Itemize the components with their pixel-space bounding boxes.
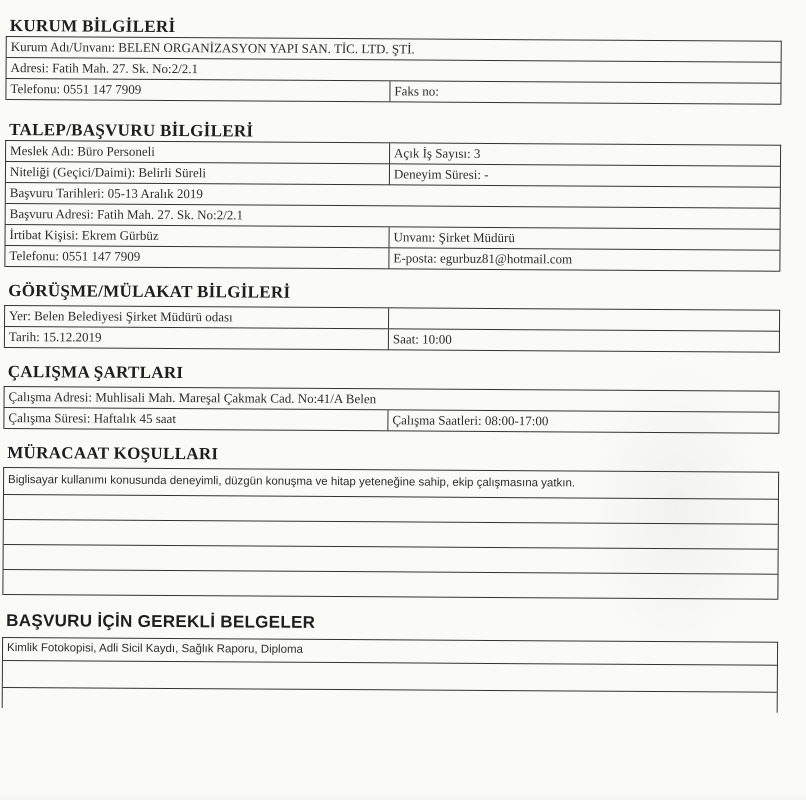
irtibat-kisisi: İrtibat Kişisi: Ekrem Gürbüz (6, 225, 390, 247)
blank-cell (3, 688, 777, 713)
belgeler-table (2, 637, 778, 713)
kurum-address: Adresi: Fatih Mah. 27. Sk. No:2/2.1 (10, 60, 199, 77)
kurum-table (5, 36, 781, 105)
unvani: Unvanı: Şirket Müdürü (393, 229, 515, 246)
blank-cell (4, 520, 778, 549)
basvuru-adresi: Başvuru Adresi: Fatih Mah. 27. Sk. No:2/2.1 (9, 206, 244, 223)
kurum-phone: Telefonu: 0551 147 7909 (6, 79, 390, 101)
gorusme-yer: Yer: Belen Belediyesi Şirket Müdürü odası (5, 306, 389, 328)
gorusme-table (4, 305, 780, 353)
gorusme-saat: Saat: 10:00 (392, 331, 452, 347)
section-title-talep: TALEP/BAŞVURU BİLGİLERİ (9, 120, 254, 141)
deneyim-suresi: Deneyim Süresi: - (393, 166, 489, 182)
blank-cell (4, 495, 778, 524)
calisma-table (3, 386, 779, 434)
table-row (3, 688, 777, 713)
meslek-adi: Meslek Adı: Büro Personeli (6, 141, 390, 163)
talep-eposta: E-posta: egurbuz81@hotmail.com (393, 250, 573, 267)
muracaat-text: Biglisayar kullanımı konusunda deneyimli, düzgün konuşma ve hitap yeteneğine sahip, ekip çalışmasına yatkın. (8, 474, 576, 490)
belgeler-text: Kimlik Fotokopisi, Adli Sicil Kaydı, Sağlık Raporu, Diploma (7, 642, 304, 656)
section-title-belgeler: BAŞVURU İÇİN GEREKLİ BELGELER (6, 611, 316, 632)
form-sheet (1, 0, 782, 800)
section-title-calisma: ÇALIŞMA ŞARTLARI (7, 362, 184, 383)
niteligi: Niteliği (Geçici/Daimi): Belirli Süreli (6, 162, 390, 184)
gorusme-yer-blank (389, 308, 779, 330)
calisma-suresi: Çalışma Süresi: Haftalık 45 saat (4, 408, 388, 430)
section-title-kurum: KURUM BİLGİLERİ (9, 16, 176, 37)
talep-table (4, 140, 781, 272)
calisma-saatleri: Çalışma Saatleri: 08:00-17:00 (392, 412, 549, 429)
kurum-name: Kurum Adı/Unvanı: BELEN ORGANİZASYON YAPI SAN. TİC. LTD. ŞTİ. (10, 39, 415, 57)
blank-cell (4, 545, 778, 574)
acik-is-sayisi: Açık İş Sayısı: 3 (394, 145, 481, 161)
talep-telefon: Telefonu: 0551 147 7909 (5, 246, 389, 268)
basvuru-tarihleri: Başvuru Tarihleri: 05-13 Aralık 2019 (9, 185, 203, 202)
blank-cell (3, 661, 777, 692)
calisma-adresi: Çalışma Adresi: Muhlisali Mah. Mareşal Çakmak Cad. No:41/A Belen (8, 389, 377, 407)
gorusme-tarih: Tarih: 15.12.2019 (5, 327, 389, 349)
section-title-gorusme: GÖRÜŞME/MÜLAKAT BİLGİLERİ (8, 281, 291, 302)
section-title-muracaat: MÜRACAAT KOŞULLARI (7, 443, 219, 464)
kurum-fax: Faks no: (394, 83, 439, 99)
muracaat-table (2, 467, 779, 600)
blank-cell (3, 570, 777, 599)
